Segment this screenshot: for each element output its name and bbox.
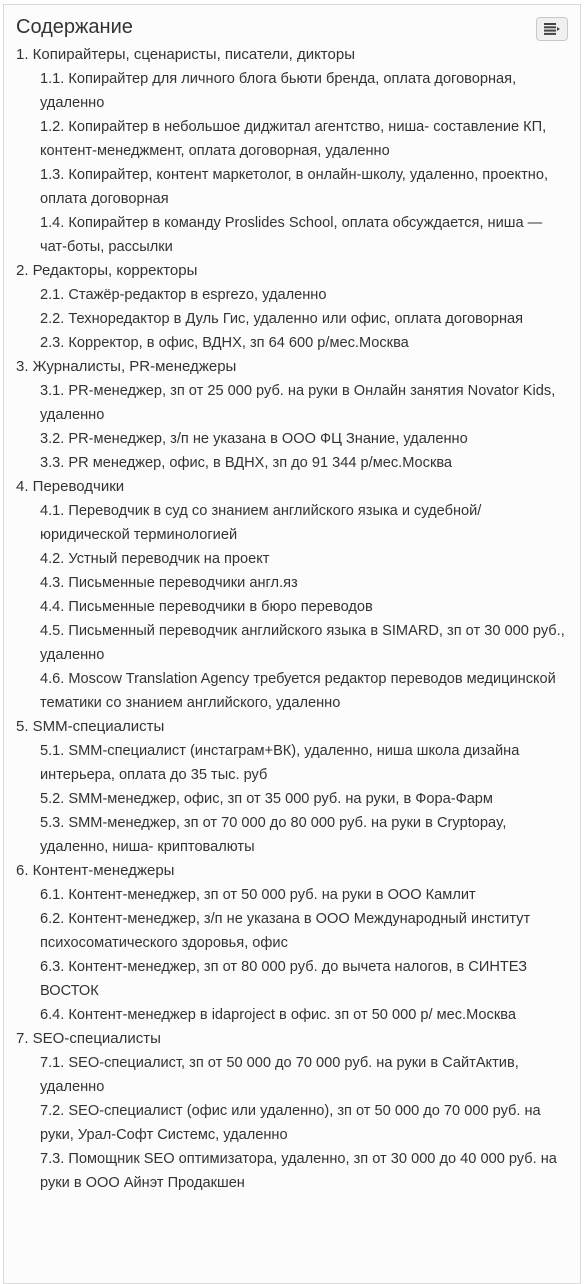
toc-subsection-link[interactable]: 3.1. PR-менеджер, зп от 25 000 руб. на руки в Онлайн занятия Novator Kids, удаленно bbox=[40, 383, 556, 423]
toc-subsection-list bbox=[16, 67, 570, 259]
toc-subsection-link[interactable]: 7.3. Помощник SEO оптимизатора, удаленно, зп от 30 000 до 40 000 руб. на руки в ООО Айнэт Продакшен bbox=[40, 1151, 557, 1191]
toc-subsection-link[interactable]: 1.2. Копирайтер в небольшое диджитал агентство, ниша- составление КП, контент-менеджмент, оплата договорная, удаленно bbox=[40, 119, 547, 159]
toc-subsection-link[interactable]: 4.4. Письменные переводчики в бюро переводов bbox=[40, 599, 373, 615]
toc-subsection-link[interactable]: 5.2. SMM-менеджер, офис, зп от 35 000 руб. на руки, в Фора-Фарм bbox=[40, 791, 493, 807]
toc-subsection-list bbox=[16, 283, 570, 355]
toc-subsection-list bbox=[16, 379, 570, 475]
toc-section bbox=[16, 715, 570, 859]
toc-subsection-link[interactable]: 4.2. Устный переводчик на проект bbox=[40, 551, 270, 567]
toc-subsection-link[interactable]: 7.1. SEO-специалист, зп от 50 000 до 70 000 руб. на руки в СайтАктив, удаленно bbox=[40, 1055, 519, 1095]
table-of-contents bbox=[3, 4, 581, 1284]
toc-header bbox=[16, 13, 570, 43]
toc-section-link[interactable]: 5. SMM-специалисты bbox=[16, 718, 165, 735]
toc-subsection-link[interactable]: 1.4. Копирайтер в команду Proslides School, оплата обсуждается, ниша — чат-боты, рассылки bbox=[40, 215, 543, 255]
toc-subsection-link[interactable]: 3.3. PR менеджер, офис, в ВДНХ, зп до 91 344 р/мес.Москва bbox=[40, 455, 453, 471]
toc-section-link[interactable]: 6. Контент-менеджеры bbox=[16, 862, 175, 879]
toc-section bbox=[16, 355, 570, 475]
toc-section bbox=[16, 475, 570, 715]
toc-subsection-link[interactable]: 4.6. Moscow Translation Agency требуется редактор переводов медицинской тематики со знанием английского, удаленно bbox=[40, 671, 556, 711]
toc-subsection-link[interactable]: 6.3. Контент-менеджер, зп от 80 000 руб. до вычета налогов, в СИНТЕЗ ВОСТОК bbox=[40, 959, 528, 999]
toc-subsection-link[interactable]: 5.3. SMM-менеджер, зп от 70 000 до 80 000 руб. на руки в Cryptopay, удаленно, ниша- криптовалюты bbox=[40, 815, 507, 855]
toc-title: Содержание bbox=[16, 16, 133, 38]
toc-section bbox=[16, 859, 570, 1027]
toc-subsection-link[interactable]: 1.3. Копирайтер, контент маркетолог, в онлайн-школу, удаленно, проектно, оплата договорная bbox=[40, 167, 549, 207]
toc-section bbox=[16, 259, 570, 355]
toc-section-link[interactable]: 3. Журналисты, PR-менеджеры bbox=[16, 358, 237, 375]
toc-section-link[interactable]: 1. Копирайтеры, сценаристы, писатели, дикторы bbox=[16, 46, 355, 63]
toc-subsection-link[interactable]: 2.2. Техноредактор в Дуль Гис, удаленно или офис, оплата договорная bbox=[40, 311, 524, 327]
toc-subsection-list bbox=[16, 499, 570, 715]
toc-section-link[interactable]: 7. SEO-специалисты bbox=[16, 1030, 161, 1047]
toc-subsection-link[interactable]: 7.2. SEO-специалист (офис или удаленно), зп от 50 000 до 70 000 руб. на руки, Урал-Софт Системс, удаленно bbox=[40, 1103, 541, 1143]
toc-subsection-link[interactable]: 5.1. SMM-специалист (инстаграм+ВК), удаленно, ниша школа дизайна интерьера, оплата до 35 тыс. руб bbox=[40, 743, 520, 783]
toc-subsection-list bbox=[16, 739, 570, 859]
toc-subsection-link[interactable]: 1.1. Копирайтер для личного блога бьюти бренда, оплата договорная, удаленно bbox=[40, 71, 517, 111]
toc-subsection-link[interactable]: 6.1. Контент-менеджер, зп от 50 000 руб. на руки в ООО Камлит bbox=[40, 887, 476, 903]
toc-subsection-link[interactable]: 3.2. PR-менеджер, з/п не указана в ООО ФЦ Знание, удаленно bbox=[40, 431, 468, 447]
list-toggle-icon bbox=[544, 23, 560, 35]
toc-subsection-link[interactable]: 6.4. Контент-менеджер в idaproject в офис. зп от 50 000 р/ мес.Москва bbox=[40, 1007, 516, 1023]
toc-subsection-link[interactable]: 4.1. Переводчик в суд со знанием английского языка и судебной/ юридической терминологией bbox=[40, 503, 482, 543]
toc-subsection-link[interactable]: 2.3. Корректор, в офис, ВДНХ, зп 64 600 р/мес.Москва bbox=[40, 335, 409, 351]
toc-section-link[interactable]: 2. Редакторы, корректоры bbox=[16, 262, 198, 279]
toc-subsection-link[interactable]: 4.3. Письменные переводчики англ.яз bbox=[40, 575, 298, 591]
toc-subsection-link[interactable]: 4.5. Письменный переводчик английского языка в SIMARD, зп от 30 000 руб., удаленно bbox=[40, 623, 565, 663]
toc-section bbox=[16, 43, 570, 259]
toc-subsection-list bbox=[16, 1051, 570, 1195]
toc-subsection-list bbox=[16, 883, 570, 1027]
toc-section-link[interactable]: 4. Переводчики bbox=[16, 478, 125, 495]
toc-section bbox=[16, 1027, 570, 1195]
toc-subsection-link[interactable]: 2.1. Стажёр-редактор в esprezo, удаленно bbox=[40, 287, 327, 303]
toc-list bbox=[16, 43, 570, 1195]
toc-toggle-button[interactable] bbox=[536, 17, 568, 41]
toc-subsection-link[interactable]: 6.2. Контент-менеджер, з/п не указана в ООО Международный институт психосоматического здоровья, офис bbox=[40, 911, 531, 951]
